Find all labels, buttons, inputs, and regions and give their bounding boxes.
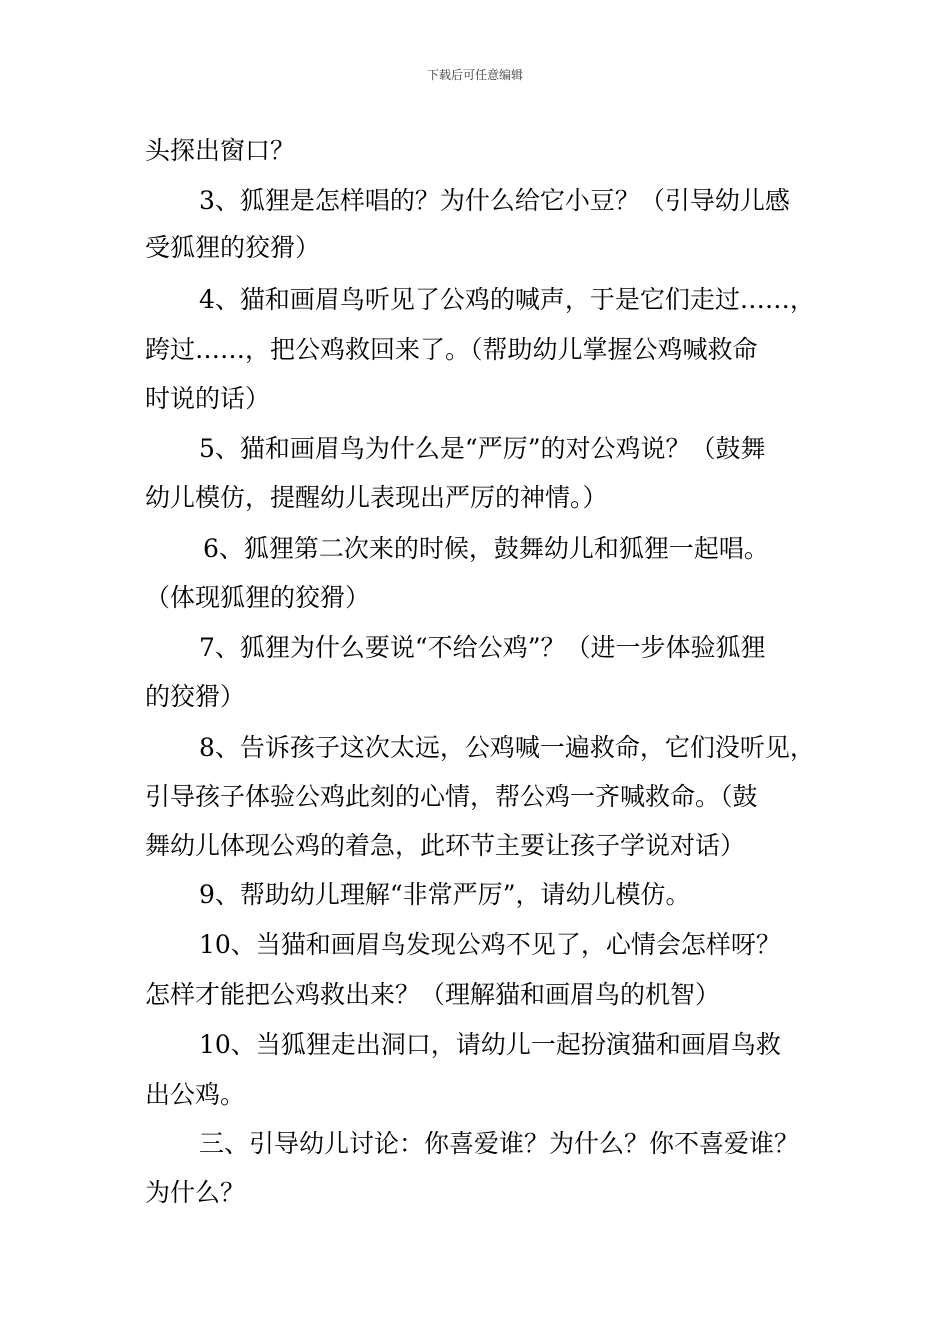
text-line: 7、狐狸为什么要说“不给公鸡”？（进一步体验狐狸 <box>199 633 766 662</box>
text-line: 8、告诉孩子这次太远，公鸡喊一遍救命，它们没听见， <box>199 733 815 762</box>
text-line: 为什么？ <box>145 1178 246 1207</box>
text-line: 怎样才能把公鸡救出来？（理解猫和画眉鸟的机智） <box>145 980 721 1009</box>
text-line: 10、当猫和画眉鸟发现公鸡不见了，心情会怎样呀？ <box>199 930 781 959</box>
text-line: 出公鸡。 <box>145 1080 246 1109</box>
text-line: 受狐狸的狡猾） <box>145 233 321 262</box>
page-header: 下载后可任意编辑 <box>426 68 523 82</box>
text-line: 跨过……，把公鸡救回来了。（帮助幼儿掌握公鸡喊救命 <box>145 335 758 364</box>
text-line: 4、猫和画眉鸟听见了公鸡的喊声，于是它们走过……， <box>199 285 815 314</box>
text-line: 三、引导幼儿讨论：你喜爱谁？为什么？你不喜爱谁？ <box>199 1129 800 1158</box>
text-line: 3、狐狸是怎样唱的？为什么给它小豆？（引导幼儿感 <box>199 186 790 215</box>
text-line: 头探出窗口？ <box>145 136 296 165</box>
text-line: 舞幼儿体现公鸡的着急，此环节主要让孩子学说对话） <box>145 831 746 860</box>
text-line: 幼儿模仿，提醒幼儿表现出严厉的神情。） <box>145 483 608 512</box>
text-line: 的狡猾） <box>145 682 246 711</box>
text-line: 9、帮助幼儿理解“非常严厉”，请幼儿模仿。 <box>199 880 691 909</box>
text-line: （体现狐狸的狡猾） <box>145 583 371 612</box>
text-line: 6、狐狸第二次来的时候，鼓舞幼儿和狐狸一起唱。 <box>203 534 769 563</box>
text-line: 时说的话） <box>145 384 271 413</box>
text-line: 引导孩子体验公鸡此刻的心情，帮公鸡一齐喊救命。（鼓 <box>145 782 758 811</box>
text-line: 5、猫和画眉鸟为什么是“严厉”的对公鸡说？（鼓舞 <box>199 434 766 463</box>
text-line: 10、当狐狸走出洞口，请幼儿一起扮演猫和画眉鸟救 <box>199 1030 781 1059</box>
